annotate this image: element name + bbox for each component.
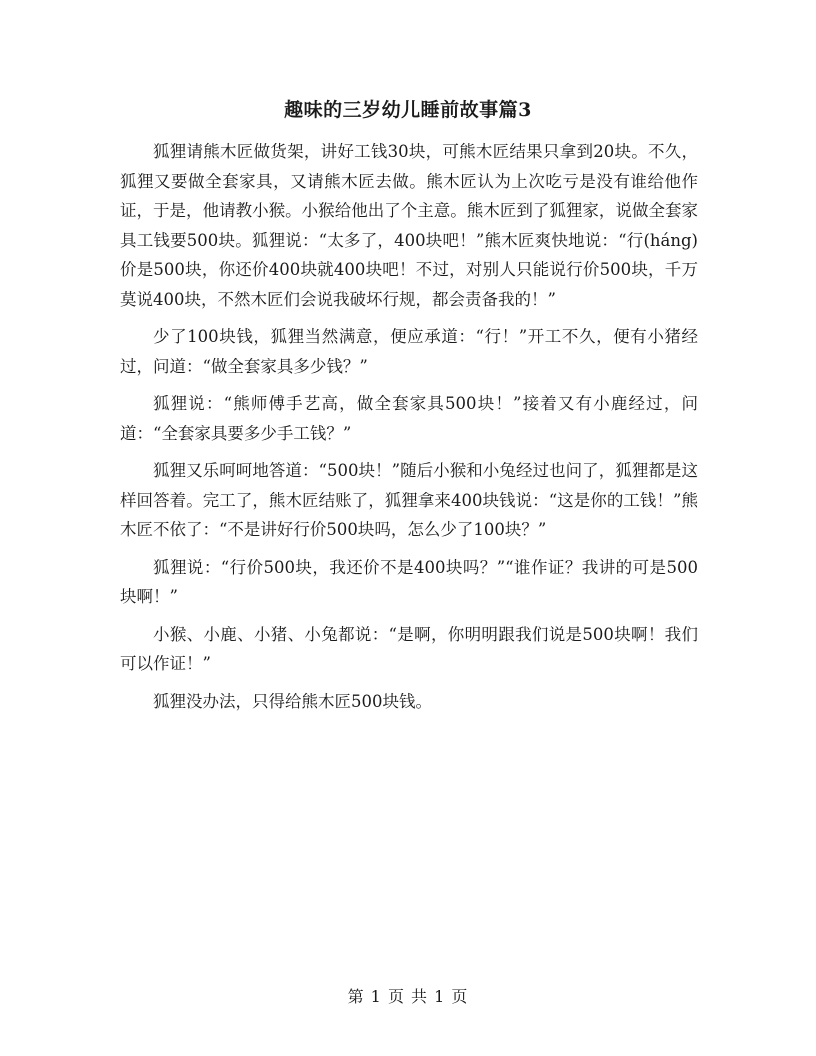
paragraph-3: 狐狸说：“熊师傅手艺高，做全套家具500块！”接着又有小鹿经过，问道：“全套家具要多少手工钱？” <box>120 394 698 443</box>
paragraph-4: 狐狸又乐呵呵地答道：“500块！”随后小猴和小兔经过也问了，狐狸都是这样回答着。完工了，熊木匠结账了，狐狸拿来400块钱说：“这是你的工钱！”熊木匠不依了：“不是讲好行价500块吗，怎么少了100块？” <box>120 461 698 539</box>
paragraph-1: 狐狸请熊木匠做货架，讲好工钱30块，可熊木匠结果只拿到20块。不久，狐狸又要做全套家具，又请熊木匠去做。熊木匠认为上次吃亏是没有谁给他作证，于是，他请教小猴。小猴给他出了个主意。熊木匠到了狐狸家，说做全套家具工钱要500块。狐狸说：“太多了，400块吧！”熊木匠爽快地说：“行(háng)价是500块，你还价400块就400块吧！不过，对别人只能说行价500块，千万莫说400块，不然木匠们会说我破坏行规，都会责备我的！” <box>120 142 698 309</box>
paragraph-2: 少了100块钱，狐狸当然满意，便应承道：“行！”开工不久，便有小猪经过，问道：“做全套家具多少钱？” <box>120 327 698 376</box>
paragraph-6: 小猴、小鹿、小猪、小兔都说：“是啊，你明明跟我们说是500块啊！我们可以作证！” <box>120 624 698 673</box>
paragraph-7: 狐狸没办法，只得给熊木匠500块钱。 <box>153 691 432 711</box>
page-number-footer: 第 1 页 共 1 页 <box>347 987 469 1006</box>
paragraph-5: 狐狸说：“行价500块，我还价不是400块吗？”“谁作证？我讲的可是500块啊！” <box>120 557 698 606</box>
document-title: 趣味的三岁幼儿睡前故事篇3 <box>284 99 532 121</box>
document-body <box>120 137 698 724</box>
